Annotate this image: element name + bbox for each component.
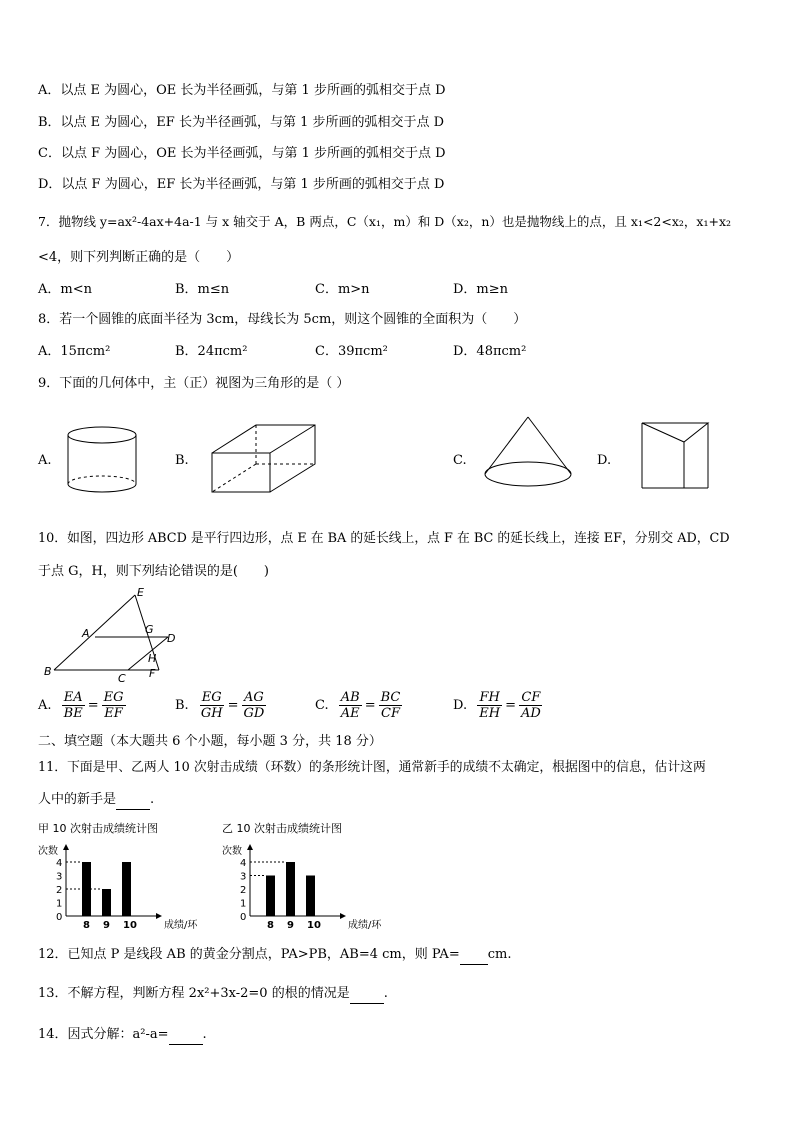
- q8-option-a: A．15πcm²: [38, 344, 111, 359]
- q8-option-b: B．24πcm²: [175, 344, 248, 359]
- q8-option-d: D．48πcm²: [453, 344, 527, 359]
- x-axis-arrow: [340, 913, 346, 919]
- chart-yi: [218, 820, 390, 932]
- q11-stem-line1: 11．下面是甲、乙两人 10 次射击成绩（环数）的条形统计图，通常新手的成绩不太确定，根据图中的信息，估计这两: [38, 760, 706, 775]
- y-tick-label: 2: [56, 885, 63, 896]
- x-tick-label: 8: [83, 920, 90, 931]
- bar-8: [266, 876, 275, 917]
- y-tick-label: 4: [56, 858, 63, 869]
- q14-stem: 14．因式分解：a²-a= .: [38, 1026, 207, 1045]
- chart-title: 甲 10 次射击成绩统计图: [38, 822, 158, 835]
- bar-9: [102, 889, 111, 916]
- bar-10: [122, 862, 131, 916]
- q9-label-d: D.: [597, 453, 612, 468]
- q8-option-c: C．39πcm²: [315, 344, 388, 359]
- x-tick-label: 8: [267, 920, 274, 931]
- q6-option-b: B．以点 E 为圆心，EF 长为半径画弧，与第 1 步所画的弧相交于点 D: [38, 115, 445, 130]
- y-tick-label: 3: [56, 871, 63, 883]
- x-axis-label: 成绩/环: [348, 920, 382, 931]
- q6-option-a: A．以点 E 为圆心，OE 长为半径画弧，与第 1 步所画的弧相交于点 D: [38, 83, 446, 98]
- y-tick-label: 0: [56, 912, 63, 923]
- chart-jia: [34, 820, 206, 932]
- label-a: A: [82, 627, 90, 640]
- q7-option-a: A．m<n: [38, 282, 92, 297]
- q10-option-d: D. $\frac{FH}{EH}$ = $\frac{CF}{AD}$: [453, 690, 541, 721]
- label-c: C: [118, 672, 126, 684]
- q6-option-c: C．以点 F 为圆心，OE 长为半径画弧，与第 1 步所画的弧相交于点 D: [38, 146, 446, 161]
- y-tick-label: 2: [240, 885, 247, 896]
- y-axis-arrow: [247, 844, 253, 850]
- y-axis-label: 次数: [38, 846, 58, 857]
- q7-option-d: D．m≥n: [453, 282, 509, 297]
- label-h: H: [148, 652, 157, 665]
- q7-option-c: C．m>n: [315, 282, 370, 297]
- y-tick-label: 3: [240, 871, 247, 883]
- y-tick-label: 1: [56, 898, 63, 910]
- q12-stem: 12．已知点 P 是线段 AB 的黄金分割点，PA>PB，AB=4 cm，则 PA= cm.: [38, 946, 511, 965]
- label-d: D: [167, 632, 176, 645]
- q9-label-b: B.: [175, 453, 189, 468]
- parallelogram-figure: [38, 586, 180, 684]
- cone-figure: [480, 414, 576, 490]
- y-tick-label: 0: [240, 912, 247, 923]
- chart-title: 乙 10 次射击成绩统计图: [222, 822, 342, 835]
- label-e: E: [137, 586, 144, 599]
- cuboid-figure: [208, 422, 320, 496]
- x-axis-arrow: [156, 913, 162, 919]
- cylinder-figure: [64, 424, 140, 496]
- x-tick-label: 10: [307, 920, 321, 931]
- q8-stem: 8．若一个圆锥的底面半径为 3cm，母线长为 5cm，则这个圆锥的全面积为（ ）: [38, 312, 527, 327]
- section-heading: 二、填空题（本大题共 6 个小题，每小题 3 分，共 18 分）: [38, 734, 382, 749]
- q9-label-c: C.: [453, 453, 467, 468]
- q11-stem-line2: 人中的新手是 .: [38, 791, 154, 810]
- q7-stem-line1: 7．抛物线 y=ax²-4ax+4a-1 与 x 轴交于 A，B 两点，C（x₁，m）和 D（x₂，n）也是抛物线上的点，且 x₁<2<x₂，x₁+x₂: [38, 214, 732, 229]
- y-axis-arrow: [63, 844, 69, 850]
- triangular-prism-figure: [638, 420, 714, 492]
- q13-stem: 13．不解方程，判断方程 2x²+3x-2=0 的根的情况是 .: [38, 985, 388, 1004]
- q7-option-b: B．m≤n: [175, 282, 230, 297]
- label-g: G: [145, 623, 154, 636]
- q6-option-d: D．以点 F 为圆心，EF 长为半径画弧，与第 1 步所画的弧相交于点 D: [38, 177, 445, 192]
- q10-stem-line2: 于点 G，H，则下列结论错误的是( ): [38, 564, 269, 579]
- x-axis-label: 成绩/环: [164, 920, 198, 931]
- q7-stem-line2: <4，则下列判断正确的是（ ）: [38, 250, 240, 265]
- q9-stem: 9．下面的几何体中，主（正）视图为三角形的是（ ）: [38, 376, 350, 391]
- q10-option-b: B. $\frac{EG}{GH}$ = $\frac{AG}{GD}$: [175, 690, 265, 721]
- x-tick-label: 10: [123, 920, 137, 931]
- x-tick-label: 9: [103, 920, 110, 931]
- y-axis-label: 次数: [222, 846, 242, 857]
- label-f: F: [149, 667, 156, 680]
- label-b: B: [44, 665, 52, 678]
- q10-stem-line1: 10．如图，四边形 ABCD 是平行四边形，点 E 在 BA 的延长线上，点 F 在 BC 的延长线上，连接 EF，分别交 AD，CD: [38, 531, 730, 546]
- x-tick-label: 9: [287, 920, 294, 931]
- y-tick-label: 1: [240, 898, 247, 910]
- y-tick-label: 4: [240, 858, 247, 869]
- q10-option-a: A. $\frac{EA}{BE}$ = $\frac{EG}{EF}$: [38, 690, 124, 721]
- bar-10: [306, 876, 315, 917]
- q10-option-c: C. $\frac{AB}{AE}$ = $\frac{BC}{CF}$: [315, 690, 401, 721]
- bar-9: [286, 862, 295, 916]
- q9-label-a: A.: [38, 453, 52, 468]
